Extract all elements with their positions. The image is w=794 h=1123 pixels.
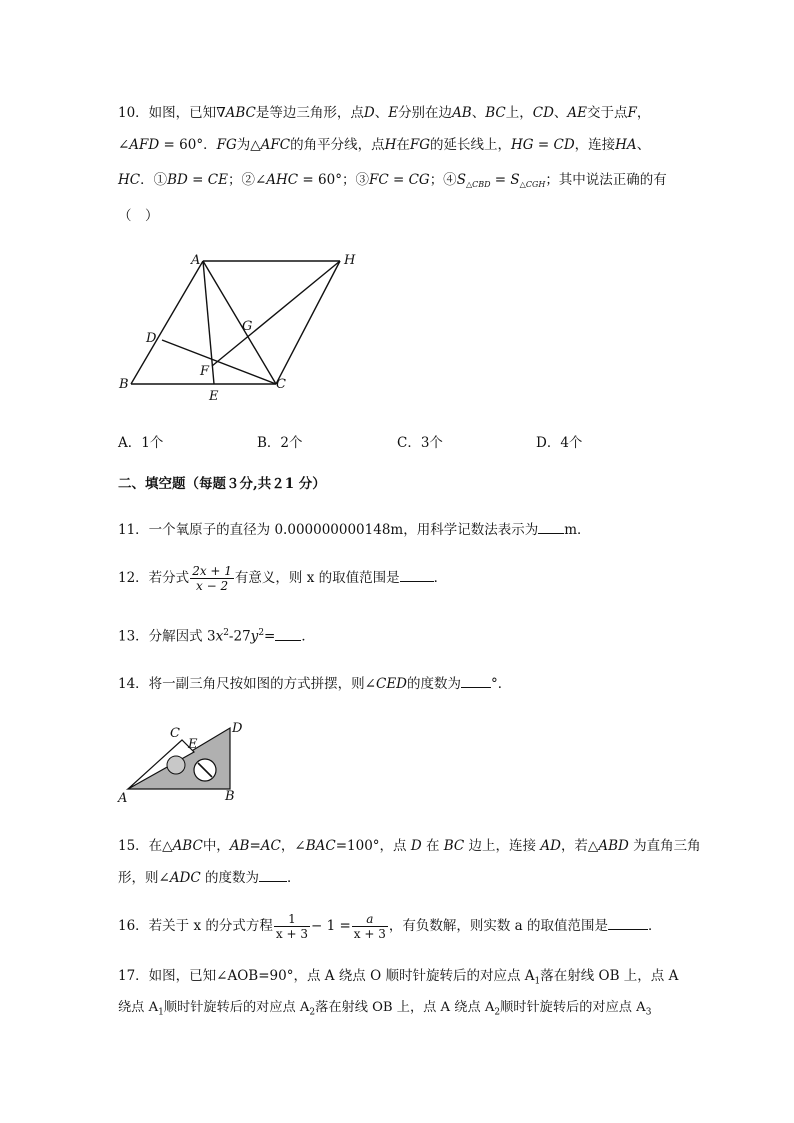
q10-text: ．①	[140, 172, 168, 188]
label-d: D	[232, 721, 243, 736]
q13-sup: 2	[258, 628, 265, 638]
q10-text: ；④	[429, 172, 457, 188]
q13-text: =	[264, 628, 276, 645]
q10-angle-ahc: ∠AHC	[254, 172, 299, 188]
q15-text: ，∠	[280, 838, 306, 854]
q17-text: 落在射线 OB 上，点 A	[540, 968, 679, 984]
q10-text: = 60°．	[159, 137, 217, 153]
q17-text: 顺时针旋转后的对应点 A	[500, 1000, 646, 1015]
q10-line-1	[118, 104, 650, 122]
q10-f: F	[627, 105, 637, 121]
q10-text: 交于点	[587, 105, 628, 121]
q16-fraction-2	[352, 912, 388, 941]
q15-line-1	[118, 837, 701, 855]
q15-text: 的度数为	[200, 870, 260, 886]
q10-fc: FC	[368, 172, 389, 188]
label-h: H	[344, 253, 356, 268]
q10-area-s: S	[510, 172, 520, 188]
q10-text: 是等边三角形，点	[255, 105, 364, 121]
label-a: A	[118, 791, 128, 806]
q10-h: H	[384, 137, 397, 153]
q12-fraction	[190, 564, 234, 593]
label-e: E	[188, 737, 198, 752]
q10-text: ，	[636, 105, 651, 121]
q17-text: 顺时针旋转后的对应点 A	[163, 1000, 310, 1015]
q12-numerator: 2x + 1	[192, 564, 232, 578]
q10-text: 上，	[505, 105, 533, 121]
q15-bc: BC	[443, 838, 465, 854]
q10-text: =	[533, 137, 554, 153]
q13-text: 13．分解因式 3	[118, 628, 216, 645]
ruler-hole-1	[167, 756, 185, 774]
option-d: D．4个	[536, 435, 583, 451]
q10-cg: CG	[408, 172, 430, 188]
q10-text: ，连接	[574, 137, 616, 153]
q10-text: 的延长线上，	[430, 137, 512, 153]
q16-text: − 1 =	[310, 918, 351, 934]
label-b: B	[225, 789, 235, 804]
answer-blank	[461, 675, 491, 688]
q10-text: 、	[553, 105, 568, 121]
q10-fg: FG	[409, 137, 431, 153]
answer-blank	[400, 569, 434, 582]
q10-angle-afd: ∠AFD	[118, 137, 160, 153]
q13-text: -27	[228, 628, 251, 645]
q15-d: D	[410, 838, 422, 854]
q14-text: °．	[491, 676, 512, 692]
q15-abc: ABC	[172, 838, 203, 854]
q10-abc: ABC	[225, 105, 256, 121]
q15-text: =100°，点	[335, 838, 411, 854]
q10-bc: BC	[485, 105, 506, 121]
label-a: A	[191, 253, 201, 268]
q10-ae: AE	[567, 105, 588, 121]
section-title: 二、填空题（每题３分,共２1 分）	[118, 476, 326, 492]
q10-ce: CE	[207, 172, 228, 188]
triangle-symbol: ∇	[216, 105, 226, 121]
q13-text: ．	[301, 628, 315, 645]
q15-abd: ABD	[598, 838, 629, 854]
q13-y: y	[250, 628, 259, 645]
q10-text: =	[388, 172, 409, 188]
label-f: F	[200, 364, 210, 379]
q10-cd: CD	[553, 137, 575, 153]
q10-text: 10．如图，已知	[118, 105, 217, 121]
q16-text: ，有负数解，则实数 a 的取值范围是	[388, 918, 608, 934]
q10-figure-lines	[131, 261, 340, 384]
q10-text: ；其中说法正确的有	[545, 172, 667, 188]
q15-text: 形，则∠	[118, 870, 170, 886]
q15-text: 中，	[202, 838, 230, 854]
q17-sub: 3	[645, 1007, 652, 1018]
q12-text: 12．若分式	[118, 570, 190, 586]
q17-text: 落在射线 OB 上，点 A 绕点 A	[315, 1000, 495, 1015]
answer-blank	[259, 869, 287, 882]
q13	[118, 624, 315, 646]
q10-area-sub: △CBD	[465, 180, 491, 189]
q10-text: ；②	[227, 172, 255, 188]
q11-text: 11．一个氧原子的直径为 0.000000000148m，用科学记数法表示为	[118, 522, 539, 538]
q10-area-sub: △CGH	[519, 180, 546, 189]
q15-text: ，若△	[560, 838, 599, 854]
q10-figure	[110, 245, 370, 410]
q11	[118, 521, 591, 539]
q15-text: 为直角三角	[628, 838, 701, 854]
q10-text: =	[187, 172, 208, 188]
q13-x: x	[215, 628, 224, 645]
option-b: B．2个	[257, 435, 303, 451]
q10-ab: AB	[452, 105, 472, 121]
q15-ab: AB	[229, 838, 250, 854]
option-a: A．1个	[118, 435, 164, 451]
q10-e: E	[388, 105, 399, 121]
q10-text: 在	[396, 137, 410, 153]
label-g: G	[242, 319, 253, 334]
q17-sub: 1	[534, 976, 541, 987]
q12	[118, 562, 447, 594]
q17-sub: 2	[309, 1007, 316, 1018]
q10-hg: HG	[511, 137, 534, 153]
q16-denominator: x + 3	[353, 927, 386, 941]
q17-line-2	[118, 999, 651, 1022]
q15-bac: BAC	[305, 838, 336, 854]
q10-hc: HC	[118, 172, 141, 188]
q10-text: =	[490, 172, 511, 188]
q15-text: 15．在△	[118, 838, 173, 854]
q10-cd: CD	[532, 105, 554, 121]
q15-text: 在	[421, 838, 444, 854]
q11-text: m．	[564, 522, 591, 538]
q10-text: 的角平分线，点	[290, 137, 385, 153]
q10-bd: BD	[167, 172, 188, 188]
q15-adc: ADC	[169, 870, 201, 886]
label-c: C	[170, 726, 180, 741]
q10-ha: HA	[615, 137, 637, 153]
answer-blank	[538, 521, 564, 534]
q17-line-1	[118, 967, 678, 991]
q12-text: ．	[433, 570, 448, 586]
q12-text: 有意义，则 x 的取值范围是	[234, 570, 400, 586]
q14-text: 的度数为	[407, 676, 462, 692]
q10-d: D	[363, 105, 375, 121]
q16-numerator: a	[352, 912, 388, 927]
q10-text: 、	[471, 105, 486, 121]
q10-fg: FG	[216, 137, 237, 153]
label-b: B	[119, 377, 129, 392]
q14	[118, 675, 511, 693]
q12-denominator: x − 2	[196, 579, 229, 593]
q15-ac: AC	[260, 838, 281, 854]
q16-denominator: x + 3	[275, 927, 308, 941]
q16-text: 16．若关于 x 的分式方程	[118, 918, 273, 934]
label-d: D	[146, 331, 157, 346]
label-e: E	[209, 389, 219, 404]
q17-sub: 2	[494, 1007, 501, 1018]
q15-text: 边上，连接	[464, 838, 541, 854]
q14-figure	[112, 718, 252, 808]
q16	[118, 910, 662, 942]
q15-text: =	[249, 838, 261, 854]
q15-text: ．	[287, 870, 301, 886]
option-c: C．3个	[397, 435, 443, 451]
q16-fraction-1	[274, 912, 310, 941]
q17-text: 绕点 A	[118, 1000, 159, 1015]
q10-text: 分别在边	[398, 105, 453, 121]
q13-sup: 2	[223, 628, 229, 638]
label-c: C	[276, 377, 286, 392]
q10-line-2	[118, 136, 650, 154]
q17-text: 17．如图，已知∠AOB=90°，点 A 绕点 O 顺时针旋转后的对应点 A	[118, 968, 535, 984]
q10-answer-paren: （ ）	[118, 208, 159, 224]
answer-blank	[275, 628, 301, 641]
q14-text: 14．将一副三角尺按如图的方式拼摆，则∠	[118, 676, 376, 692]
q14-angle: CED	[376, 676, 408, 692]
q15-ad: AD	[540, 838, 561, 854]
q10-area-s: S	[456, 172, 466, 188]
q16-text: ．	[648, 918, 662, 934]
q10-afc: AFC	[260, 137, 291, 153]
q16-numerator: 1	[274, 912, 310, 927]
q10-text: 为△	[236, 137, 261, 153]
q17-sub: 1	[158, 1007, 164, 1018]
q15-line-2	[118, 869, 301, 887]
q10-text: 、	[374, 105, 389, 121]
q10-line-3	[118, 171, 667, 194]
q10-text: 、	[636, 137, 651, 153]
answer-blank	[608, 917, 648, 930]
q10-text: = 60°；③	[298, 172, 369, 188]
